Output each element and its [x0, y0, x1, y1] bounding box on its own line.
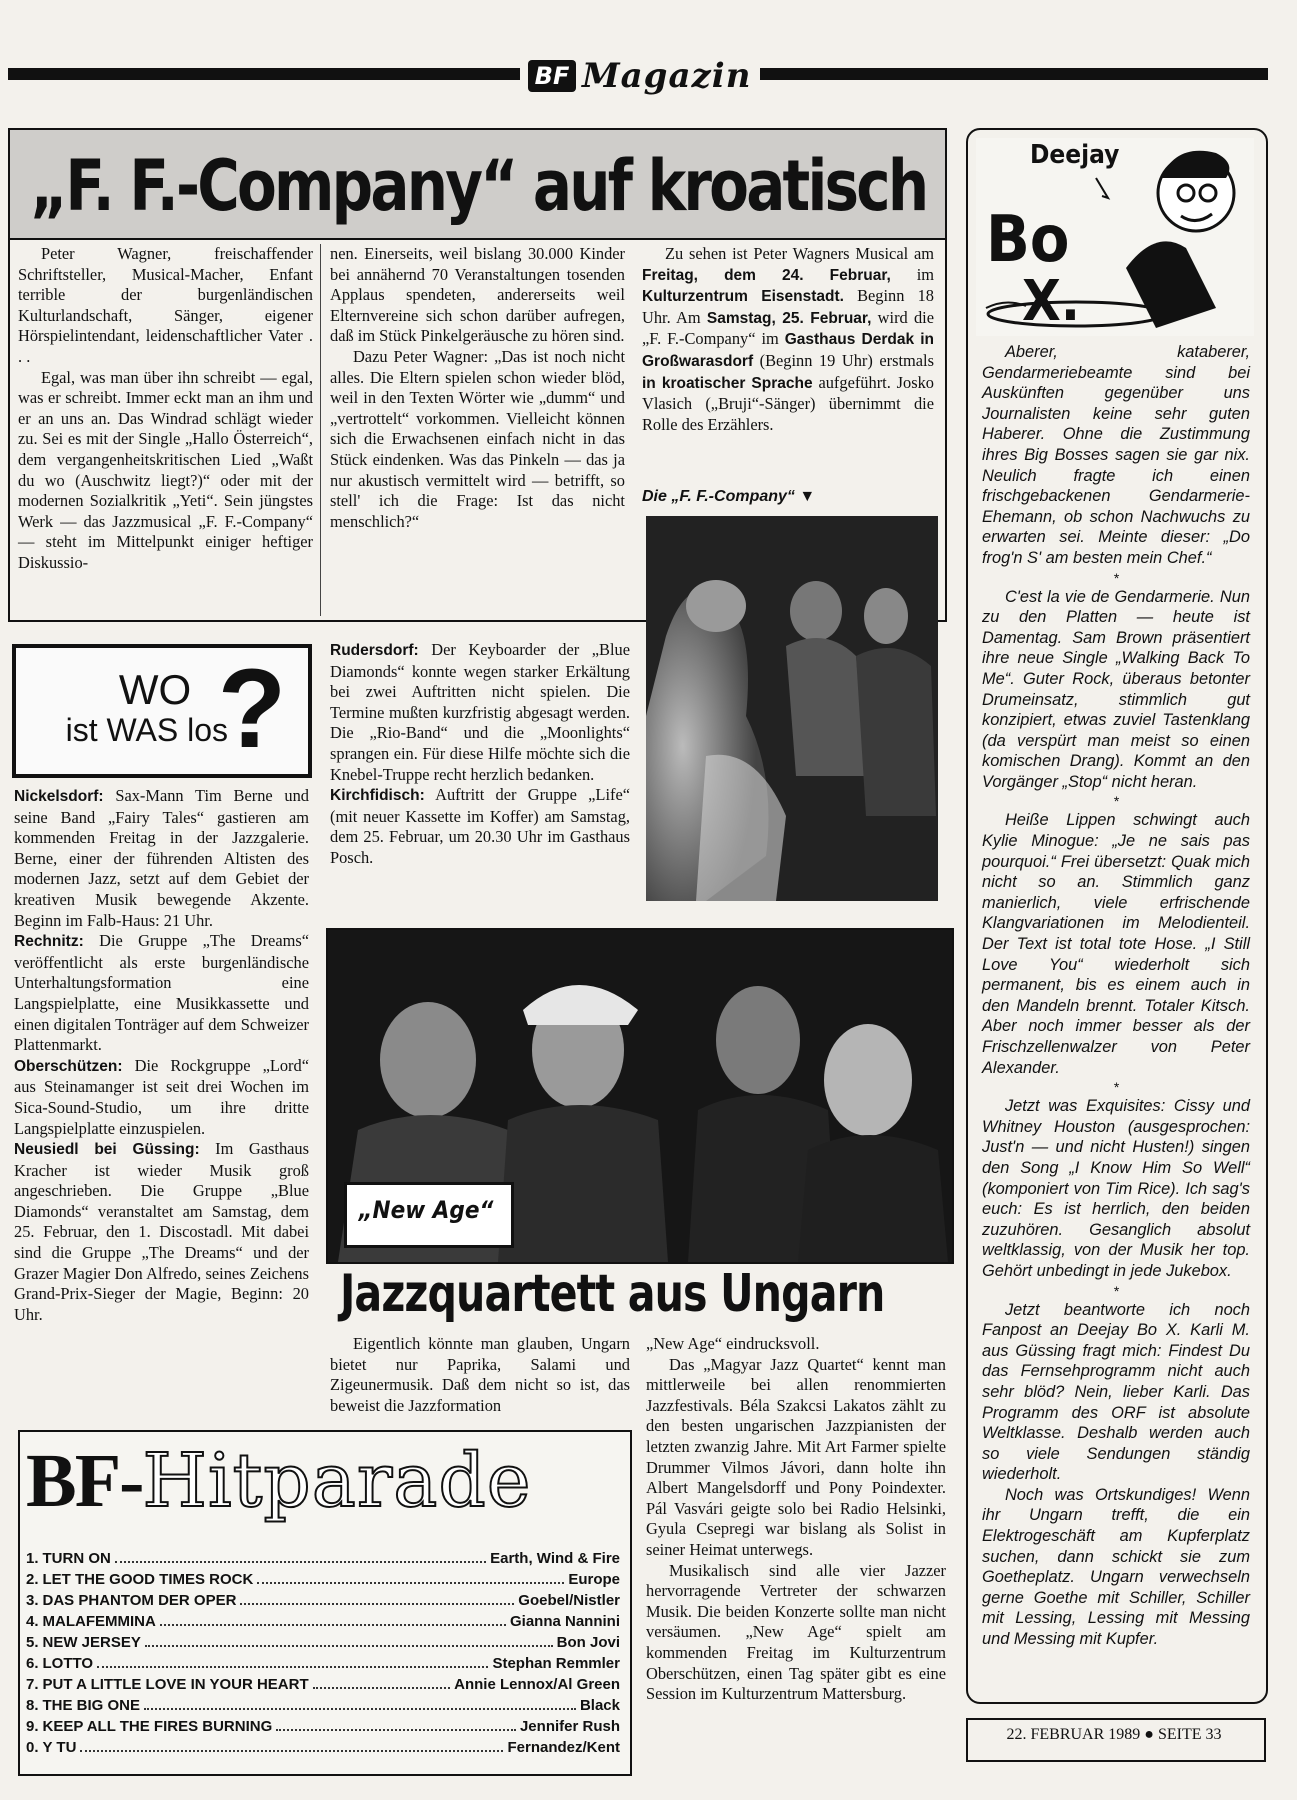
ff-col3-b5: in kroatischer Sprache [642, 374, 813, 392]
deejay-p4: Jetzt was Exquisites: Cissy und Whitney Houston (ausgesprochen: Just'n — und nicht Husten!) singen den Song „I Know Him So Well“ (komponiert von Tim Rice). Ich sag's euch: Es ist herrlich, den beiden zuzuhören. Gesanglich absolut weltklassig, von der Musik her top. Gehört unbedingt in jede Jukebox. [982, 1097, 1250, 1280]
ff-article-col2 [330, 244, 625, 532]
hit-rank: 6. [26, 1655, 39, 1672]
ff-col3-b4: Gasthaus Derdak in Großwarasdorf [642, 331, 935, 370]
ff-company-photo [646, 516, 938, 901]
ff-article-col3 [642, 244, 934, 435]
deejay-p2: C'est la vie de Gendarmerie. Nun zu den Platten — heute ist Damentag. Sam Brown präsentiert ihre neue Single „Walking Back To Me“. Guter Rock, überaus betonter Drumeinsatz, stimmlich gut konzipiert, etwas zuviel Tastenklang (da verspürt man meist so einen komischen Drang). Kommt an den Vorgänger „Stop“ nicht heran. [982, 587, 1250, 791]
separator-star: * [1113, 793, 1119, 810]
wo-entry-2 [14, 931, 309, 1056]
wo-entry-3-text: Die Rockgruppe „Lord“ aus Steinamanger ist seit drei Wochen im Sica-Sound-Studio, um ihre dritte Langspielplatte einzuspielen. [14, 1055, 309, 1138]
hit-rank: 2. [26, 1571, 39, 1588]
hit-row [26, 1737, 620, 1758]
hit-artist: Earth, Wind & Fire [490, 1550, 620, 1567]
wo-question-mark: ? [217, 646, 287, 771]
wo-col2-entry-1 [330, 640, 630, 785]
wo-entry-1-text: Sax-Mann Tim Berne und seine Band „Fairy Tales“ gastieren am kommenden Freitag in der Jazzgalerie. Berne, einer der führenden Altisten des modernen Jazz, setzt auf dem Gebiet der kreativen Musik bewegende Akzente. Beginn im Falb-Haus: 21 Uhr. [14, 786, 309, 930]
hit-title: NEW JERSEY [42, 1634, 141, 1651]
wo-entry-1 [14, 786, 309, 931]
deejay-p3: Heiße Lippen schwingt auch Kylie Minogue: „Je ne sais pas pourquoi.“ Frei übersetzt: Quak mich nicht so an. Stimmlich ganz manierlich, viele erfrischende Klangvariationen im Melodienteil. Der Text ist total tote Hose. „I Still Love You“ wiederholt sich permanent, bis es einem auch in den Mandeln brennt. Totaler Kitsch. Aber noch immer besser als der Frischzellenwalzer von Peter Alexander. [982, 811, 1250, 1077]
hit-row [26, 1611, 620, 1632]
wo-col2-entry-1-text: Der Keyboarder der „Blue Diamonds“ konnte wegen starker Erkältung bei zwei Auftritten nicht spielen. Die Termine mußten kurzfristig abgesagt werden. Die „Rio-Band“ und die „Moonlights“ sprangen ein. Für diese Hilfe möchte sich die Knebel-Truppe recht herzlich bedanken. [330, 640, 630, 784]
ff-col3-t4: wird die „F. F.-Company“ im [642, 307, 934, 349]
hit-leader [97, 1666, 488, 1668]
ff-col3-t5: (Beginn 19 Uhr) erstmals [759, 350, 934, 370]
col-divider [320, 244, 321, 616]
ff-col2-p1: nen. Einerseits, weil bislang 30.000 Kinder bei annähernd 70 Veranstaltungen tosenden Applaus spendeten, andererseits weil Elternvereine sich schon darüber aufregen, daß im Stück Pinkelgeräusche zu hören sind. [330, 244, 625, 346]
ff-photo-caption: Die „F. F.-Company“ ▼ [642, 488, 816, 505]
masthead-section: Magazin [582, 56, 752, 96]
hit-title: DAS PHANTOM DER OPER [42, 1592, 237, 1609]
wo-col2-entry-2-place: Kirchfidisch: [330, 787, 425, 805]
wo-title-line1: WO [118, 666, 192, 713]
hit-title: Y TU [42, 1739, 77, 1756]
jazz-col2-p2: Das „Magyar Jazz Quartet“ kennt man mittlerweile bei allen renommierten Jazzfestivals. Béla Szakcsi Lakatos zählt zu den besten ungarischen Jazzpianisten der letzten zwanzig Jahre. Mit Art Farmer spielte Drummer Vilmos Jávori, dann holte ihn Albert Mangelsdorff und Pony Poindexter. Pál Vasvári geigte solo bei Radio Helsinki, Gyula Csepregi war bislang als Solist in seiner Heimat unterwegs. [646, 1354, 946, 1559]
ff-col3-t2: im [916, 264, 934, 284]
deejay-p5: Jetzt beantworte ich noch Fanpost an Deejay Bo X. Karli M. aus Güssing fragt mich: Findest Du das Fernsehprogramm nicht auch sehr blöd? Nein, lieber Karli. Das Programm des ORF ist absolute Weltklasse. Deshalb werden auch so viele Sendungen ständig wiederholt. [982, 1300, 1250, 1484]
hitparade-title-bf: BF- [26, 1439, 143, 1523]
hit-rank: 1. [26, 1550, 39, 1567]
footer-line [968, 1726, 1260, 1744]
hit-row [26, 1674, 620, 1695]
jazz-col1-p1: Eigentlich könnte man glauben, Ungarn bietet nur Paprika, Salami und Zigeunermusik. Daß dem nicht so ist, das beweist die Jazzformation [330, 1334, 630, 1415]
footer-date: 22. FEBRUAR 1989 [1006, 1726, 1141, 1743]
ff-company-photo-art [646, 516, 938, 901]
jazzquartett-headline: Jazzquartett aus Ungarn [340, 1264, 885, 1324]
ff-col3-t3: Beginn 18 Uhr. Am [642, 286, 934, 327]
deejay-logo-bo: Bo [986, 203, 1070, 277]
hit-row [26, 1632, 620, 1653]
ff-col3-t1: Zu sehen ist Peter Wagners Musical am [664, 244, 934, 263]
wo-entry-3-place: Oberschützen: [14, 1057, 123, 1075]
hit-leader [276, 1729, 516, 1731]
hit-leader [240, 1603, 514, 1605]
ff-col3-b1: Freitag, dem 24. Februar, [642, 266, 891, 284]
wo-entry-4 [14, 1139, 309, 1325]
wo-col2-entry-1-place: Rudersdorf: [330, 642, 419, 659]
masthead-logo: BF [528, 60, 576, 92]
ff-col2-p2: Dazu Peter Wagner: „Das ist noch nicht alles. Die Eltern spielen schon wieder blöd, weil in den Texten Wörter wie „dumm“ und „vertrottelt“ vorkommen. Vielleicht können sich die Erwachsenen einfach nicht in das Stück eindenken. Was das Pinkeln — das ja nur akustisch vermittelt wird — betrifft, so stell' ich die Frage: Ist das nicht menschlich?“ [330, 346, 625, 531]
hit-artist: Europe [568, 1571, 620, 1588]
hit-leader [145, 1645, 553, 1647]
hit-leader [313, 1687, 451, 1689]
headline: „F. F.-Company“ auf kroatisch [30, 145, 927, 227]
hit-title: THE BIG ONE [42, 1697, 141, 1714]
masthead-rule-left [8, 68, 520, 80]
wo-entry-2-place: Rechnitz: [14, 933, 84, 951]
wo-entry-1-place: Nickelsdorf: [14, 788, 104, 805]
jazz-col2 [646, 1334, 946, 1705]
masthead-rule-right [760, 68, 1268, 80]
separator-star: * [1113, 1079, 1119, 1096]
ff-col1-p2: Egal, was man über ihn schreibt — egal, was er schreibt. Immer eckt man an ihm und er an uns an. Das Windrad schlägt wieder zu. Sei es mit der Single „Hallo Österreich“, dem vergangenheitskritischen Lied „Waßt du wo (Auschwitz liegt?)“ oder mit der modernen Sozialkritik „Yeti“. Sein jüngstes Werk — das Jazzmusical „F. F.-Company“ — steht im Mittelpunkt einiger heftiger Diskussio- [18, 367, 313, 572]
deejay-text [982, 342, 1250, 1650]
wo-entry-3 [14, 1056, 309, 1139]
wo-col2 [330, 640, 630, 869]
wo-entry-4-place: Neusiedl bei Güssing: [14, 1141, 200, 1159]
hit-rank: 9. [26, 1718, 39, 1735]
deejay-logo-title: Deejay [1030, 140, 1120, 170]
hit-rank: 0. [26, 1739, 39, 1756]
wo-entry-4-text: Im Gasthaus Kracher ist wieder Musik groß angeschrieben. Die Gruppe „Blue Diamonds“ veranstaltet am Samstag, dem 25. Februar, den 1. Discostadl. Mit dabei sind die Gruppe „The Dreams“ und der Grazer Magier Don Alfredo, seines Zeichens Grand-Prix-Sieger der Magie, Beginn: 20 Uhr. [14, 1139, 309, 1324]
hit-title: PUT A LITTLE LOVE IN YOUR HEART [42, 1676, 309, 1693]
hit-title: KEEP ALL THE FIRES BURNING [42, 1718, 273, 1735]
hit-row [26, 1716, 620, 1737]
deejay-p1: Aberer, kataberer, Gendarmeriebeamte sind bei Auskünften gegenüber uns Journalisten keine sehr guten Haberer. Ohne die Zustimmung ihres Big Bosses sagen sie gar nix. Neulich fragte ich einen frischgebackenen Gendarmerie-Ehemann, ob schon Nachwuchs zu erwarten sei. Meinte dieser: „Do frog'n S' am besten mein Chef.“ [982, 343, 1250, 567]
new-age-caption: „New Age“ [358, 1196, 494, 1224]
hit-rank: 7. [26, 1676, 39, 1693]
jazz-col2-p3: Musikalisch sind alle vier Jazzer hervorragende Vertreter der schwarzen Musik. Die beiden Konzerte sollte man nicht versäumen. „New Age“ spielt am kommenden Freitag im Kulturzentrum Oberschützen, einen Tag später gibt es eine Session im Kulturzentrum Mattersburg. [646, 1560, 946, 1704]
hit-leader [257, 1582, 564, 1584]
wo-col2-entry-2-text: Auftritt der Gruppe „Life“ (mit neuer Kassette im Koffer) am Samstag, dem 25. Februar, um 20.30 Uhr im Gasthaus Posch. [330, 785, 631, 867]
hit-rank: 3. [26, 1592, 39, 1609]
hitparade-title-rest: Hitparade [142, 1438, 532, 1524]
hit-rank: 4. [26, 1613, 39, 1630]
footer-bullet: ● [1144, 1726, 1154, 1743]
hit-artist: Bon Jovi [556, 1634, 620, 1651]
ff-col3-b3: Samstag, 25. Februar, [706, 309, 872, 327]
hit-row [26, 1548, 620, 1569]
hit-rank: 5. [26, 1634, 39, 1651]
jazz-col2-p1: „New Age“ eindrucksvoll. [646, 1334, 820, 1353]
separator-star: * [1113, 1282, 1119, 1299]
ff-col3-t6: aufgeführt. Josko Vlasich („Bruji“-Sänger) übernimmt die Rolle des Erzählers. [642, 372, 934, 434]
hit-artist: Black [579, 1697, 620, 1714]
hit-artist: Annie Lennox/Al Green [454, 1676, 620, 1693]
hit-leader [144, 1708, 576, 1710]
ff-col3-b2: Kulturzentrum Eisenstadt. [642, 288, 844, 306]
hit-leader [160, 1624, 506, 1626]
deejay-logo-x: X. [1022, 269, 1080, 334]
separator-star: * [1113, 569, 1119, 586]
hitparade-title [26, 1438, 532, 1528]
hit-title: MALAFEMMINA [42, 1613, 156, 1630]
hit-row [26, 1590, 620, 1611]
hit-artist: Stephan Remmler [492, 1655, 620, 1672]
hit-title: TURN ON [42, 1550, 111, 1567]
deejay-p6: Noch was Ortskundiges! Wenn ihr Ungarn trefft, die ein Elektrogeschäft am Kupferplatz suchen, dann schickt sie zum Goetheplatz. Ungarn verwechseln gerne Goethe mit Schiller, Schiller mit Lessing, Lessing mit Messing und Messing mit Kupfer. [982, 1485, 1250, 1649]
hit-title: LOTTO [42, 1655, 94, 1672]
hit-leader [80, 1750, 503, 1752]
hit-artist: Gianna Nannini [509, 1613, 620, 1630]
wo-col2-entry-2 [330, 785, 630, 868]
hit-artist: Fernandez/Kent [507, 1739, 620, 1756]
hit-row [26, 1653, 620, 1674]
hit-artist: Goebel/Nistler [518, 1592, 620, 1609]
hit-row [26, 1695, 620, 1716]
wo-col1 [14, 786, 309, 1325]
hit-artist: Jennifer Rush [519, 1718, 620, 1735]
hitparade-list [26, 1548, 620, 1758]
hit-rank: 8. [26, 1697, 39, 1714]
footer-page: SEITE 33 [1157, 1726, 1222, 1743]
hit-leader [115, 1561, 486, 1563]
jazz-col1 [330, 1334, 630, 1416]
wo-title-line2: ist WAS los [65, 712, 228, 748]
ff-article-col1 [18, 244, 313, 574]
hit-row [26, 1569, 620, 1590]
ff-col1-p1: Peter Wagner, freischaffender Schriftsteller, Musical-Macher, Enfant terrible der burgenländischen Kulturlandschaft, Sänger, eigener Hörspielintendant, leidenschaftlicher Vater . . . [18, 244, 313, 366]
wo-entry-2-text: Die Gruppe „The Dreams“ veröffentlicht als erste burgenländische Unterhaltungsformation eine Langspielplatte, eine Musikkassette und einen digitalen Tonträger auf dem Schweizer Plattenmarkt. [14, 931, 309, 1055]
hit-title: LET THE GOOD TIMES ROCK [42, 1571, 254, 1588]
